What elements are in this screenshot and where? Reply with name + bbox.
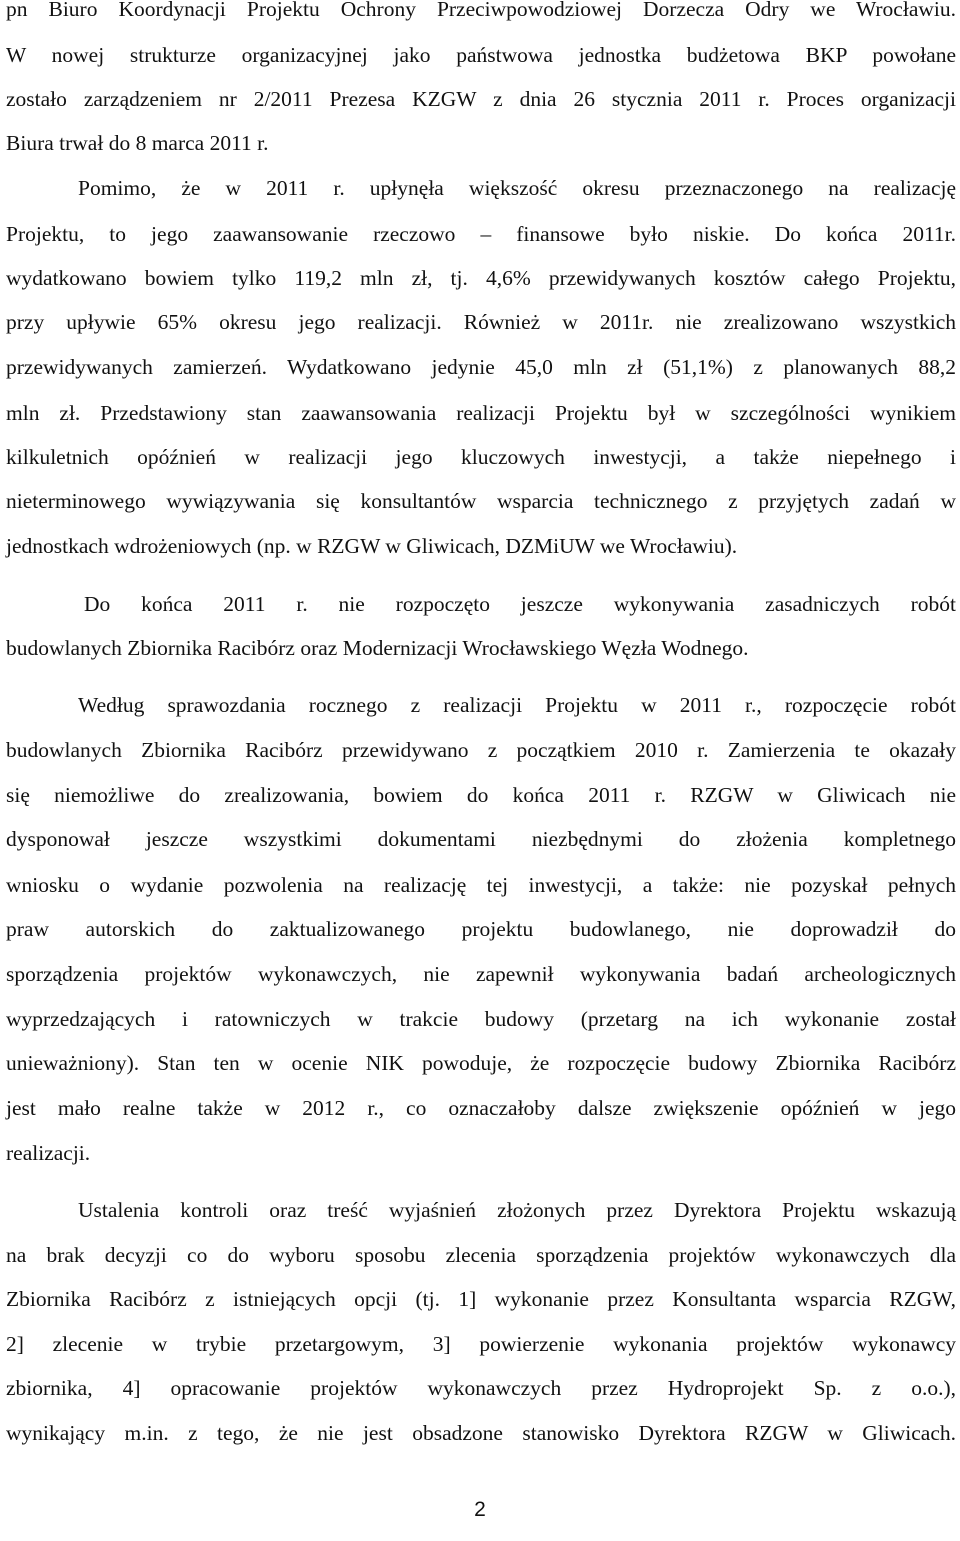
paragraph-line: przewidywanych zamierzeń. Wydatkowano jedynie 45,0 mln zł (51,1%) z planowanych 88,2 [6, 355, 956, 379]
paragraph-line: jednostkach wdrożeniowych (np. w RZGW w Gliwicach, DZMiUW we Wrocławiu). [6, 534, 738, 558]
paragraph-line: przy upływie 65% okresu jego realizacji. Również w 2011r. nie zrealizowano wszystkich [6, 310, 956, 334]
paragraph-line: zostało zarządzeniem nr 2/2011 Prezesa KZGW z dnia 26 stycznia 2011 r. Proces organizacji [6, 87, 956, 111]
page-number: 2 [474, 1498, 486, 1521]
paragraph-line: wyprzedzających i ratowniczych w trakcie budowy (przetarg na ich wykonanie został [6, 1007, 956, 1031]
paragraph-line: budowlanych Zbiornika Racibórz przewidywano z początkiem 2010 r. Zamierzenia te okazały [6, 738, 956, 762]
paragraph-line: unieważniony). Stan ten w ocenie NIK powoduje, że rozpoczęcie budowy Zbiornika Racibórz [6, 1051, 956, 1075]
paragraph-line: sporządzenia projektów wykonawczych, nie zapewnił wykonywania badań archeologicznych [6, 962, 956, 986]
paragraph-line: mln zł. Przedstawiony stan zaawansowania realizacji Projektu był w szczególności wynikiem [6, 401, 956, 425]
paragraph-line: pn Biuro Koordynacji Projektu Ochrony Przeciwpowodziowej Dorzecza Odry we Wrocławiu. [6, 0, 956, 21]
paragraph-line: realizacji. [6, 1141, 91, 1165]
paragraph-line: budowlanych Zbiornika Racibórz oraz Modernizacji Wrocławskiego Węzła Wodnego. [6, 636, 749, 660]
paragraph-line: wynikający m.in. z tego, że nie jest obsadzone stanowisko Dyrektora RZGW w Gliwicach. [6, 1421, 956, 1445]
paragraph-line: Do końca 2011 r. nie rozpoczęto jeszcze wykonywania zasadniczych robót [84, 592, 956, 616]
paragraph-line: wniosku o wydanie pozwolenia na realizację tej inwestycji, a także: nie pozyskał pełnych [6, 873, 956, 897]
paragraph-line: nieterminowego wywiązywania się konsultantów wsparcia technicznego z przyjętych zadań w [6, 489, 956, 513]
paragraph-line: Ustalenia kontroli oraz treść wyjaśnień złożonych przez Dyrektora Projektu wskazują [78, 1198, 956, 1222]
paragraph-line: na brak decyzji co do wyboru sposobu zlecenia sporządzenia projektów wykonawczych dla [6, 1243, 956, 1267]
paragraph-line: W nowej strukturze organizacyjnej jako państwowa jednostka budżetowa BKP powołane [6, 43, 956, 67]
paragraph-line: kilkuletnich opóźnień w realizacji jego kluczowych inwestycji, a także niepełnego i [6, 445, 956, 469]
paragraph-line: 2] zlecenie w trybie przetargowym, 3] powierzenie wykonania projektów wykonawcy [6, 1332, 956, 1356]
paragraph-line: się niemożliwe do zrealizowania, bowiem do końca 2011 r. RZGW w Gliwicach nie [6, 783, 956, 807]
paragraph-line: Pomimo, że w 2011 r. upłynęła większość okresu przeznaczonego na realizację [78, 176, 956, 200]
paragraph-line: Według sprawozdania rocznego z realizacji Projektu w 2011 r., rozpoczęcie robót [78, 693, 956, 717]
paragraph-line: wydatkowano bowiem tylko 119,2 mln zł, tj. 4,6% przewidywanych kosztów całego Projektu, [6, 266, 956, 290]
paragraph-line: Biura trwał do 8 marca 2011 r. [6, 131, 269, 155]
paragraph-line: dysponował jeszcze wszystkimi dokumentami niezbędnymi do złożenia kompletnego [6, 827, 956, 851]
paragraph-line: Projektu, to jego zaawansowanie rzeczowo – finansowe było niskie. Do końca 2011r. [6, 222, 956, 246]
paragraph-line: Zbiornika Racibórz z istniejących opcji (tj. 1] wykonanie przez Konsultanta wsparcia RZGW, [6, 1287, 956, 1311]
paragraph-line: jest mało realne także w 2012 r., co oznaczałoby dalsze zwiększenie opóźnień w jego [6, 1096, 956, 1120]
paragraph-line: praw autorskich do zaktualizowanego projektu budowlanego, nie doprowadził do [6, 917, 956, 941]
paragraph-line: zbiornika, 4] opracowanie projektów wykonawczych przez Hydroprojekt Sp. z o.o.), [6, 1376, 956, 1400]
